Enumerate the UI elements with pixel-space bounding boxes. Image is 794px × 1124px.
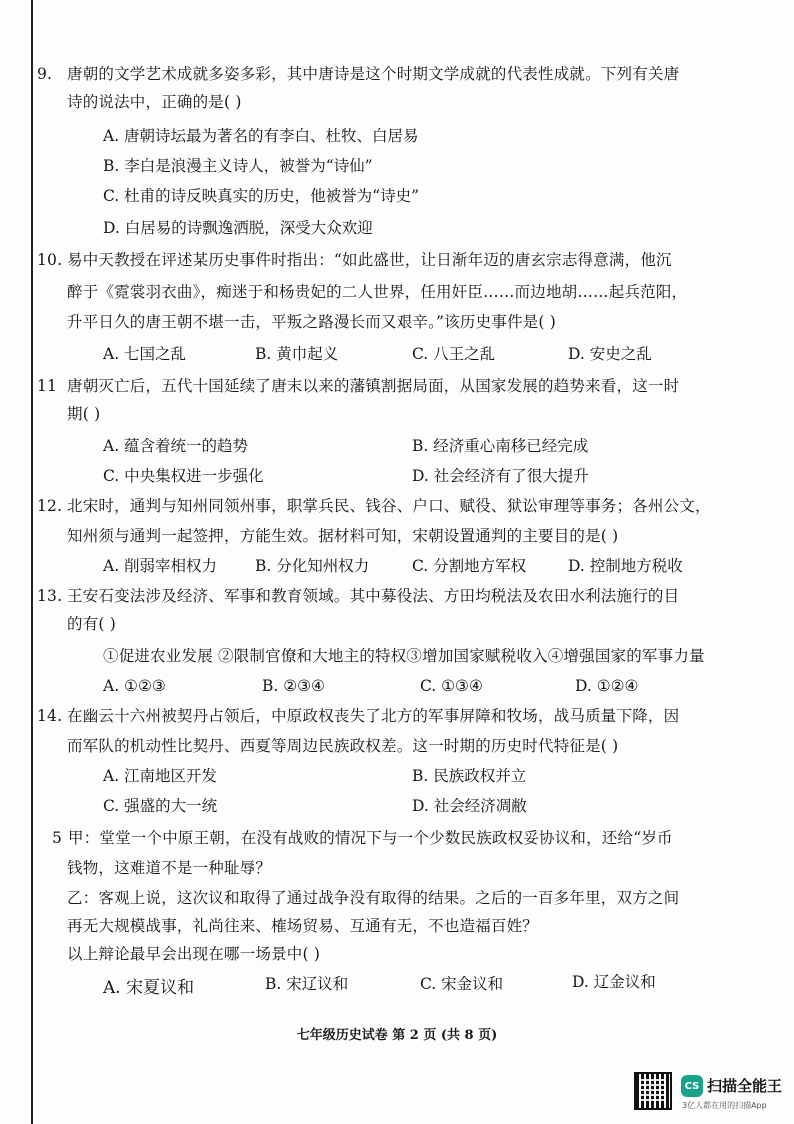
question-15-option-c: C. 宋金议和	[420, 975, 504, 993]
question-13-option-a: A. ①②③	[103, 677, 166, 695]
question-number: 12.	[37, 497, 63, 515]
question-13-option-d: D. ①②④	[575, 677, 639, 695]
question-9-line-2: 诗的说法中，正确的是( )	[67, 93, 242, 111]
question-14-line-2: 而军队的机动性比契丹、西夏等周边民族政权差。这一时期的历史时代特征是( )	[67, 737, 619, 755]
question-15-line-1: 5 甲：堂堂一个中原王朝，在没有战败的情况下与一个少数民族政权妥协议和，还给“岁币	[52, 829, 673, 847]
question-11-option-a: A. 蕴含着统一的趋势	[103, 437, 249, 455]
qr-code-icon	[634, 1072, 672, 1110]
question-9-line-1: 9. 唐朝的文学艺术成就多姿多彩，其中唐诗是这个时期文学成就的代表性成就。下列有关唐	[37, 65, 680, 83]
question-15-option-b: B. 宋辽议和	[265, 975, 349, 993]
question-11-option-d: D. 社会经济有了很大提升	[412, 467, 589, 485]
question-14-option-a: A. 江南地区开发	[103, 767, 218, 785]
binding-margin-line	[31, 0, 33, 1124]
question-15-option-d: D. 辽金议和	[572, 973, 656, 991]
question-15-line-4: 再无大规模战事，礼尚往来、榷场贸易、互通有无，不也造福百姓？	[67, 917, 539, 935]
question-10-line-2: 醉于《霓裳羽衣曲》，痴迷于和杨贵妃的二人世界，任用奸臣……而边地胡……起兵范阳，	[67, 283, 688, 301]
question-number: 9.	[37, 65, 53, 83]
scanner-slogan: 3亿人都在用的扫描App	[682, 1101, 767, 1110]
question-12-line-1: 12. 北宋时，通判与知州同领州事，职掌兵民、钱谷、户口、赋役、狱讼审理等事务；各州公文，	[37, 497, 711, 515]
question-9-option-d: D. 白居易的诗飘逸洒脱，深受大众欢迎	[103, 219, 373, 237]
question-10-option-c: C. 八王之乱	[412, 345, 496, 363]
question-9-option-c: C. 杜甫的诗反映真实的历史，他被誉为“诗史”	[103, 187, 420, 205]
question-number: 14.	[37, 707, 63, 725]
camscanner-logo-icon: CS	[681, 1075, 703, 1097]
question-14-line-1: 14. 在幽云十六州被契丹占领后，中原政权丧失了北方的军事屏障和牧场，战马质量下降，因	[37, 707, 680, 725]
question-14-option-d: D. 社会经济凋敝	[412, 797, 527, 815]
question-15-line-3: 乙：客观上说，这次议和取得了通过战争没有取得的结果。之后的一百多年里，双方之间	[67, 889, 680, 907]
question-14-option-b: B. 民族政权并立	[412, 767, 527, 785]
question-15-line-2: 钱物，这难道不是一种耻辱？	[67, 859, 272, 877]
question-12-line-2: 知州须与通判一起签押，方能生效。据材料可知，宋朝设置通判的主要目的是( )	[67, 527, 619, 545]
question-12-option-b: B. 分化知州权力	[255, 557, 370, 575]
question-11-line-1: 11 唐朝灭亡后，五代十国延续了唐末以来的藩镇割据局面，从国家发展的趋势来看，这一时	[37, 377, 680, 395]
scanner-watermark	[634, 1072, 794, 1116]
question-9-option-b: B. 李白是浪漫主义诗人，被誉为“诗仙”	[103, 157, 373, 175]
question-13-line-2: 的有( )	[67, 615, 117, 633]
question-number: 10.	[37, 251, 63, 269]
question-12-option-c: C. 分割地方军权	[412, 557, 527, 575]
question-number: 13.	[37, 587, 63, 605]
question-13-option-c: C. ①③④	[420, 677, 483, 695]
question-12-option-d: D. 控制地方税收	[568, 557, 683, 575]
question-10-line-1: 10. 易中天教授在评述某历史事件时指出：“如此盛世，让日渐年迈的唐玄宗志得意满，他沉	[37, 251, 672, 269]
question-13-statements: ①促进农业发展 ②限制官僚和大地主的特权③增加国家赋税收入④增强国家的军事力量	[103, 647, 705, 665]
question-14-option-c: C. 强盛的大一统	[103, 797, 218, 815]
page-footer: 七年级历史试卷 第 2 页 (共 8 页)	[296, 1028, 498, 1043]
question-11-line-2: 期( )	[67, 405, 101, 423]
question-10-option-b: B. 黄巾起义	[255, 345, 339, 363]
question-number: 5	[52, 829, 63, 847]
question-number: 11	[37, 377, 58, 395]
question-10-option-d: D. 安史之乱	[568, 345, 652, 363]
question-11-option-b: B. 经济重心南移已经完成	[412, 437, 589, 455]
question-15-line-5: 以上辩论最早会出现在哪一场景中( )	[67, 945, 321, 963]
question-12-option-a: A. 削弱宰相权力	[103, 557, 218, 575]
question-13-line-1: 13. 王安石变法涉及经济、军事和教育领域。其中募役法、方田均税法及农田水利法施行的目	[37, 587, 680, 605]
scanner-brand: 扫描全能王	[707, 1077, 783, 1095]
question-10-option-a: A. 七国之乱	[103, 345, 187, 363]
question-9-option-a: A. 唐朝诗坛最为著名的有李白、杜牧、白居易	[103, 127, 419, 145]
question-10-line-3: 升平日久的唐王朝不堪一击，平叛之路漫长而又艰辛。”该历史事件是( )	[67, 313, 556, 331]
question-11-option-c: C. 中央集权进一步强化	[103, 467, 264, 485]
question-13-option-b: B. ②③④	[262, 677, 325, 695]
question-15-option-a: A. 宋夏议和	[103, 978, 195, 998]
